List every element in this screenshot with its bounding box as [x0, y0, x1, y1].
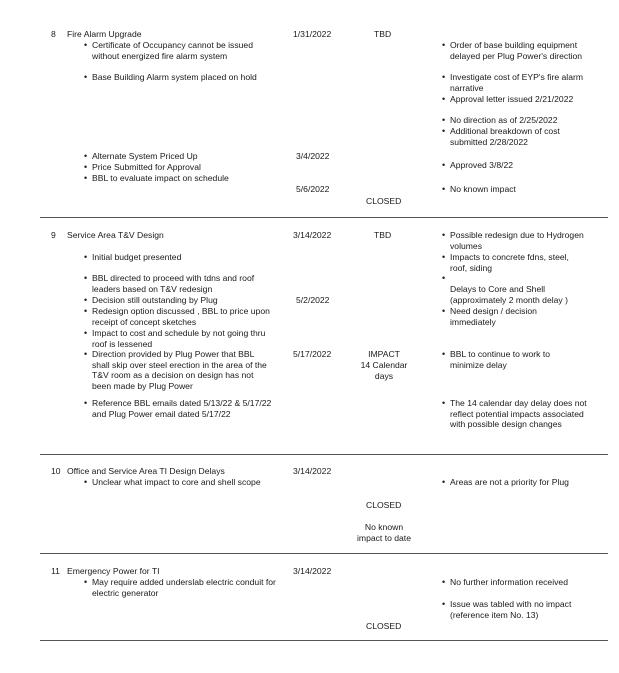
list-item: • The 14 calendar day delay does not reflect potential impacts associated with possible design changes	[450, 398, 590, 430]
status-detail: 14 Calendar	[360, 360, 408, 370]
status-detail: No known	[364, 522, 404, 532]
list-item: • BBL directed to proceed with tdns and roof leaders based on T&V redesign	[92, 273, 277, 294]
item-title: Service Area T&V Design	[67, 230, 164, 240]
status-badge: CLOSED	[366, 500, 402, 510]
list-item: • Redesign option discussed , BBL to price upon receipt of concept sketches	[92, 306, 272, 327]
list-item: • Unclear what impact to core and shell scope	[92, 477, 282, 488]
list-item: • BBL to evaluate impact on schedule	[92, 173, 282, 184]
list-item: • Issue was tabled with no impact (reference item No. 13)	[450, 599, 590, 620]
item-number: 9	[51, 230, 56, 240]
list-item: • Initial budget presented	[92, 252, 272, 263]
list-item: • Approved 3/8/22	[450, 160, 590, 171]
list-item: • Approval letter issued 2/21/2022	[450, 94, 590, 105]
list-item: • Order of base building equipment delayed per Plug Power's direction	[450, 40, 585, 61]
list-item: • Price Submitted for Approval	[92, 162, 272, 173]
list-item: • No known impact	[450, 184, 590, 195]
list-item: • Investigate cost of EYP's fire alarm narrative	[450, 72, 585, 93]
item-date: 3/4/2022	[296, 151, 330, 161]
item-date: 5/6/2022	[296, 184, 330, 194]
list-item: • Need design / decision immediately	[450, 306, 585, 327]
list-item: • Certificate of Occupancy cannot be issued without energized fire alarm system	[92, 40, 272, 61]
list-item-text: Delays to Core and Shell (approximately 2 month delay )	[450, 284, 568, 305]
item-date: 3/14/2022	[293, 230, 332, 240]
list-item: • Possible redesign due to Hydrogen volumes	[450, 230, 585, 251]
list-item: • Direction provided by Plug Power that BBL shall skip over steel erection in the area of the T&V room as a decision on design has not been made by Plug Power	[92, 349, 272, 391]
list-item: • No further information received	[450, 577, 590, 588]
item-number: 10	[51, 466, 61, 476]
list-item: • Reference BBL emails dated 5/13/22 & 5/17/22 and Plug Power email dated 5/17/22	[92, 398, 272, 419]
list-item: • Additional breakdown of cost submitted 2/28/2022	[450, 126, 585, 147]
divider	[40, 553, 608, 554]
list-item: • BBL to continue to work to minimize delay	[450, 349, 585, 370]
list-item: • Alternate System Priced Up	[92, 151, 272, 162]
divider	[40, 217, 608, 218]
status-badge: CLOSED	[366, 196, 402, 206]
item-number: 8	[51, 29, 56, 39]
item-number: 11	[51, 566, 60, 576]
list-item: • No direction as of 2/25/2022	[450, 115, 590, 126]
status-detail: days	[374, 371, 394, 381]
status-badge: IMPACT	[368, 349, 400, 359]
list-item: • Impact to cost and schedule by not going thru roof is lessened	[92, 328, 272, 349]
divider	[40, 454, 608, 455]
item-date: 1/31/2022	[293, 29, 332, 39]
item-title: Emergency Power for TI	[67, 566, 160, 576]
item-status: TBD	[374, 29, 392, 39]
list-item: • Decision still outstanding by Plug	[92, 295, 272, 306]
list-item: • May require added underslab electric conduit for electric generator	[92, 577, 277, 598]
status-badge: CLOSED	[366, 621, 402, 631]
item-date: 5/17/2022	[293, 349, 332, 359]
item-status: TBD	[374, 230, 392, 240]
list-item: • Areas are not a priority for Plug	[450, 477, 590, 488]
item-date: 5/2/2022	[296, 295, 330, 305]
item-date: 3/14/2022	[293, 566, 332, 576]
divider	[40, 640, 608, 641]
item-title: Office and Service Area TI Design Delays	[67, 466, 225, 476]
list-item: • Base Building Alarm system placed on hold	[92, 72, 282, 83]
status-detail: impact to date	[357, 533, 411, 543]
item-date: 3/14/2022	[293, 466, 332, 476]
item-title: Fire Alarm Upgrade	[67, 29, 142, 39]
list-item: • Impacts to concrete fdns, steel, roof, siding	[450, 252, 585, 273]
